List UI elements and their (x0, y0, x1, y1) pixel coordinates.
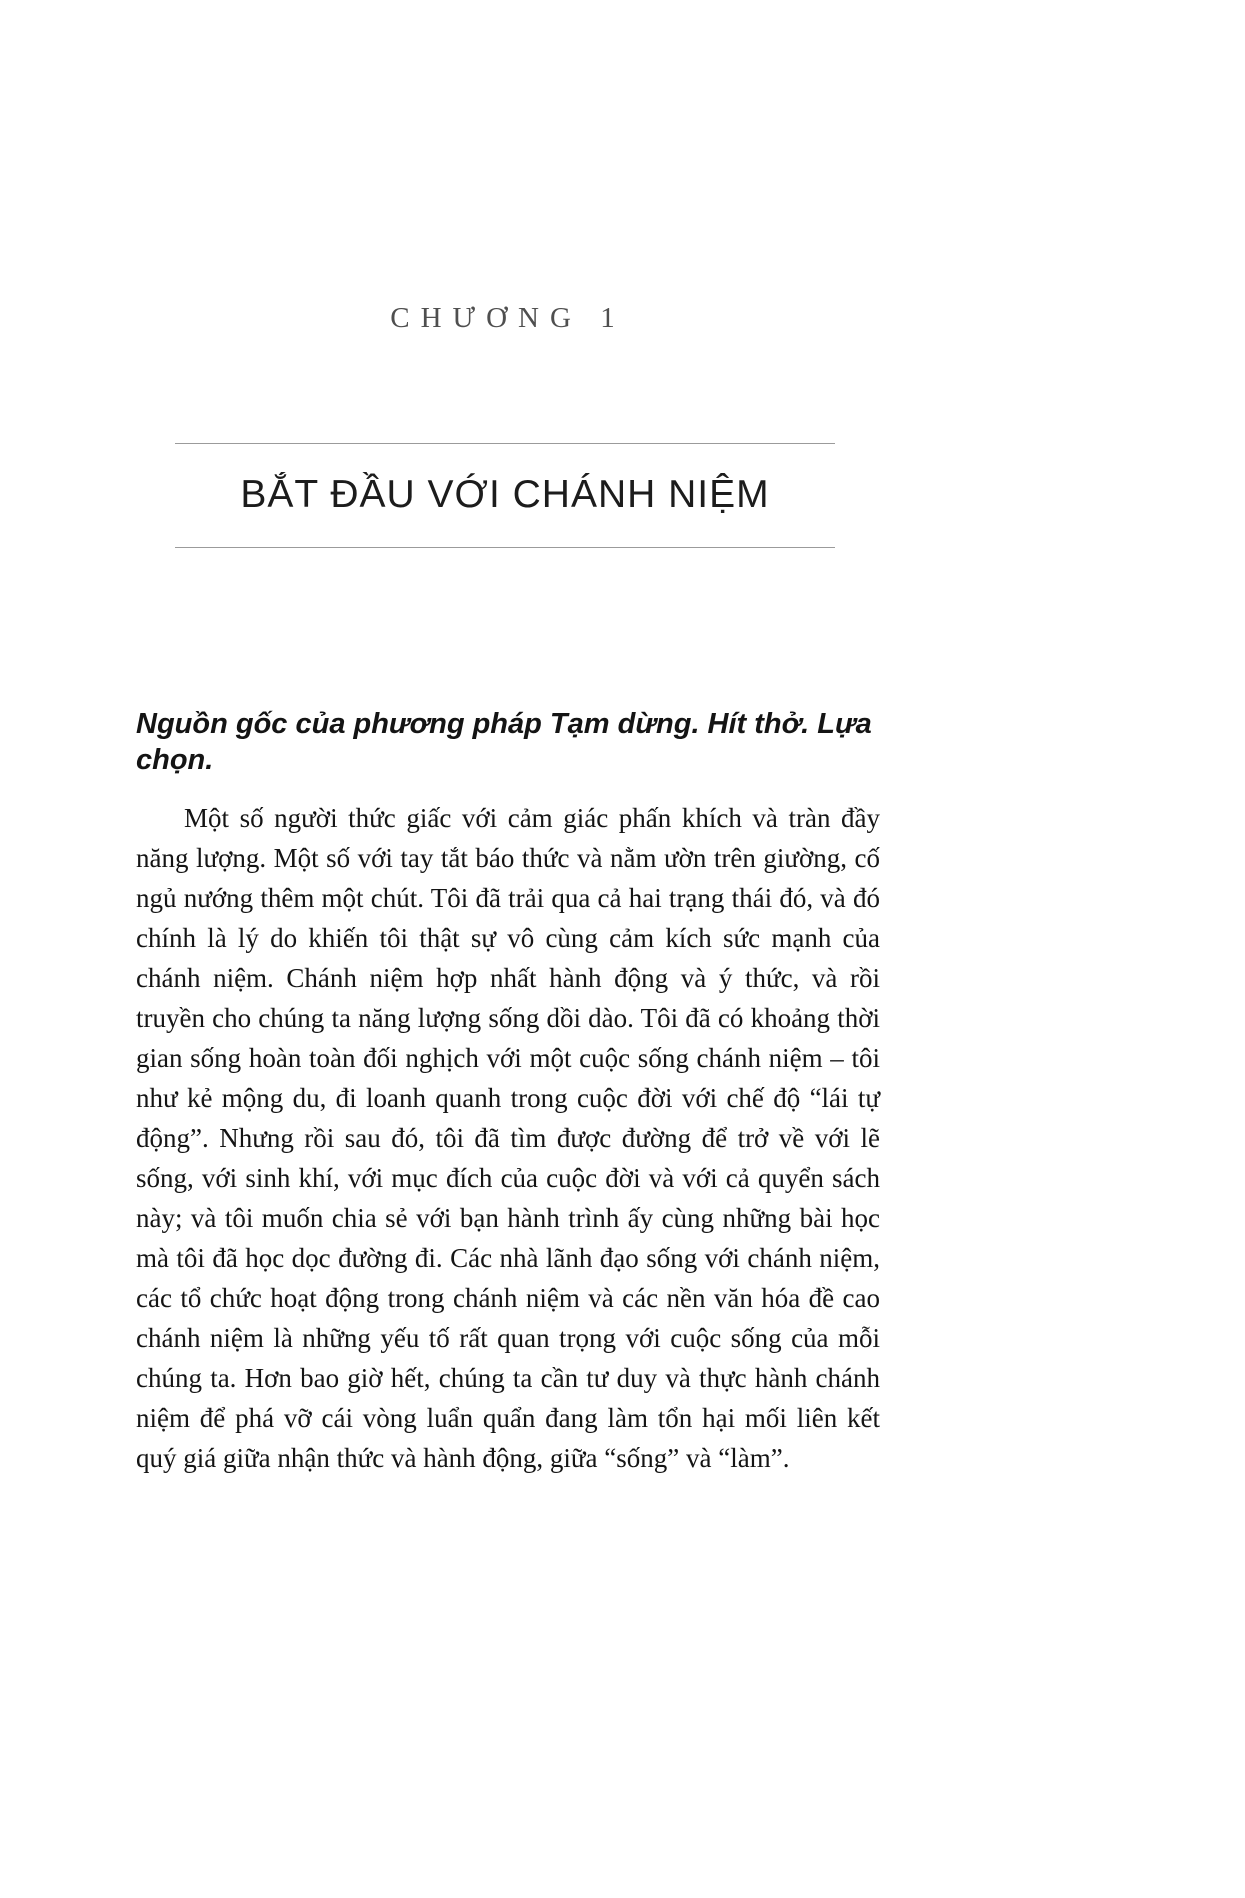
page-title: BẮT ĐẦU VỚI CHÁNH NIỆM (240, 473, 770, 516)
text-column (136, 0, 880, 1505)
title-divider-bottom (175, 547, 835, 548)
chapter-label: CHƯƠNG 1 (390, 302, 626, 334)
section-subtitle: Nguồn gốc của phương pháp Tạm dừng. Hít thở. Lựa chọn. (136, 707, 872, 777)
body-paragraph: Một số người thức giấc với cảm giác phấn khích và tràn đầy năng lượng. Một số với tay tắt báo thức và nằm ườn trên giường, cố ngủ nướng thêm một chút. Tôi đã trải qua cả hai trạng thái đó, và đó chính là lý do khiến tôi thật sự vô cùng cảm kích sức mạnh của chánh niệm. Chánh niệm hợp nhất hành động và ý thức, và rồi truyền cho chúng ta năng lượng sống dồi dào. Tôi đã có khoảng thời gian sống hoàn toàn đối nghịch với một cuộc sống chánh niệm – tôi như kẻ mộng du, đi loanh quanh trong cuộc đời với chế độ “lái tự động”. Nhưng rồi sau đó, tôi đã tìm được đường để trở về với lẽ sống, với sinh khí, với mục đích của cuộc đời và với cả quyển sách này; và tôi muốn chia sẻ với bạn hành trình ấy cùng những bài học mà tôi đã học dọc đường đi. Các nhà lãnh đạo sống với chánh niệm, các tổ chức hoạt động trong chánh niệm và các nền văn hóa đề cao chánh niệm là những yếu tố rất quan trọng với cuộc sống của mỗi chúng ta. Hơn bao giờ hết, chúng ta cần tư duy và thực hành chánh niệm để phá vỡ cái vòng luẩn quẩn đang làm tổn hại mối liên kết quý giá giữa nhận thức và hành động, giữa “sống” và “làm”. (136, 803, 880, 1474)
title-block (175, 413, 835, 578)
